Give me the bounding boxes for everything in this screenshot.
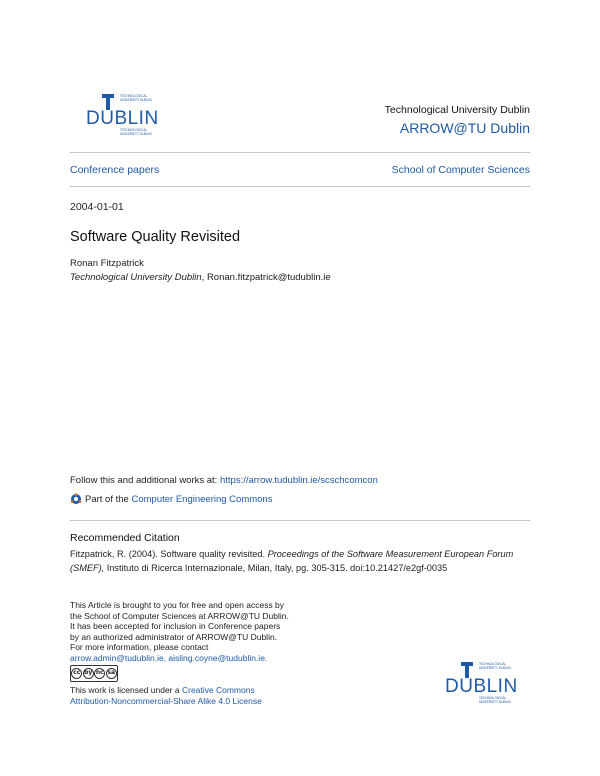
part-of-prefix: Part of the xyxy=(85,493,129,505)
cc-icon: cc xyxy=(71,668,82,679)
article-title: Software Quality Revisited xyxy=(70,229,241,245)
tu-dublin-logo-footer xyxy=(445,660,525,706)
school-link[interactable]: School of Computer Sciences xyxy=(391,164,530,176)
recommended-citation-heading: Recommended Citation xyxy=(70,532,180,544)
arrow-repository-link[interactable]: ARROW@TU Dublin xyxy=(399,120,530,136)
follow-prefix: Follow this and additional works at: xyxy=(70,475,220,486)
computer-engineering-commons-link[interactable]: Computer Engineering Commons xyxy=(131,493,273,505)
conference-papers-link[interactable]: Conference papers xyxy=(70,164,160,176)
footer-logo-small-text-2: UNIVERSITY DUBLIN xyxy=(479,666,511,670)
sa-icon: sa xyxy=(106,668,117,679)
follow-url-link[interactable]: https://arrow.tudublin.ie/scschcomcon xyxy=(219,475,378,486)
part-of-line xyxy=(70,493,272,505)
citation-part-1: Fitzpatrick, R. (2004). Software quality revisited. xyxy=(70,549,268,559)
citation-part-2: Instituto di Ricerca Internazionale, Milan, Italy, pg. 305-315. doi:10.21427/e2gf-0035 xyxy=(104,563,448,573)
access-line-4: by an authorized administrator of ARROW@TU Dublin. xyxy=(70,631,278,642)
citation-proceedings: Proceedings of the Software Measurement European Forum (SMEF), xyxy=(70,549,514,573)
divider-citation xyxy=(70,520,530,521)
footer-logo-wordmark: DUBLIN xyxy=(445,676,518,697)
footer-logo-small-text-1: TECHNOLOGICAL xyxy=(479,662,507,666)
network-pin-icon xyxy=(70,493,82,505)
footer-logo-small-text-3: TECHNOLOGICAL xyxy=(479,696,507,700)
follow-line xyxy=(70,475,378,486)
logo-small-text-4: UNIVERSITY DUBLIN xyxy=(120,132,152,136)
tu-dublin-logo-footer-mark xyxy=(445,660,525,706)
affiliation-email: , Ronan.fitzpatrick@tudublin.ie xyxy=(201,272,331,283)
affiliation-institution: Technological University Dublin xyxy=(70,272,202,283)
access-line-1: This Article is brought to you for free and open access by xyxy=(70,600,285,610)
tu-dublin-logo xyxy=(86,92,166,140)
header-right xyxy=(385,104,530,136)
citation-text xyxy=(70,547,540,575)
license-statement xyxy=(70,685,330,707)
collection-nav xyxy=(70,164,530,176)
logo-small-text-2: UNIVERSITY DUBLIN xyxy=(120,98,152,102)
license-prefix: This work is licensed under a xyxy=(70,685,182,695)
author-name: Ronan Fitzpatrick xyxy=(70,258,144,269)
logo-wordmark: DUBLIN xyxy=(86,108,159,129)
tu-dublin-logo-mark xyxy=(86,92,166,140)
nc-icon: nc xyxy=(94,668,105,679)
license-name-link[interactable]: Attribution-Noncommercial-Share Alike 4.0 License xyxy=(70,696,262,706)
access-line-5: For more information, please contact xyxy=(70,642,209,653)
creative-commons-link[interactable]: Creative Commons xyxy=(181,685,255,695)
access-line-2: the School of Computer Sciences at ARROW@TU Dublin. xyxy=(70,610,289,621)
divider-nav xyxy=(70,186,530,187)
logo-small-text-1: TECHNOLOGICAL xyxy=(120,94,148,98)
contact-email-link[interactable]: arrow.admin@tudublin.ie, aisling.coyne@tudublin.ie. xyxy=(70,652,268,663)
publication-date: 2004-01-01 xyxy=(70,201,124,213)
divider-top xyxy=(70,152,530,153)
logo-small-text-3: TECHNOLOGICAL xyxy=(120,128,148,132)
open-access-statement xyxy=(70,600,310,664)
author-affiliation xyxy=(70,272,331,283)
university-name: Technological University Dublin xyxy=(384,104,530,116)
creative-commons-badge[interactable] xyxy=(70,665,118,682)
access-line-3: It has been accepted for inclusion in Conference papers xyxy=(70,621,281,632)
footer-logo-small-text-4: UNIVERSITY DUBLIN xyxy=(479,700,511,704)
by-icon: by xyxy=(83,668,94,679)
